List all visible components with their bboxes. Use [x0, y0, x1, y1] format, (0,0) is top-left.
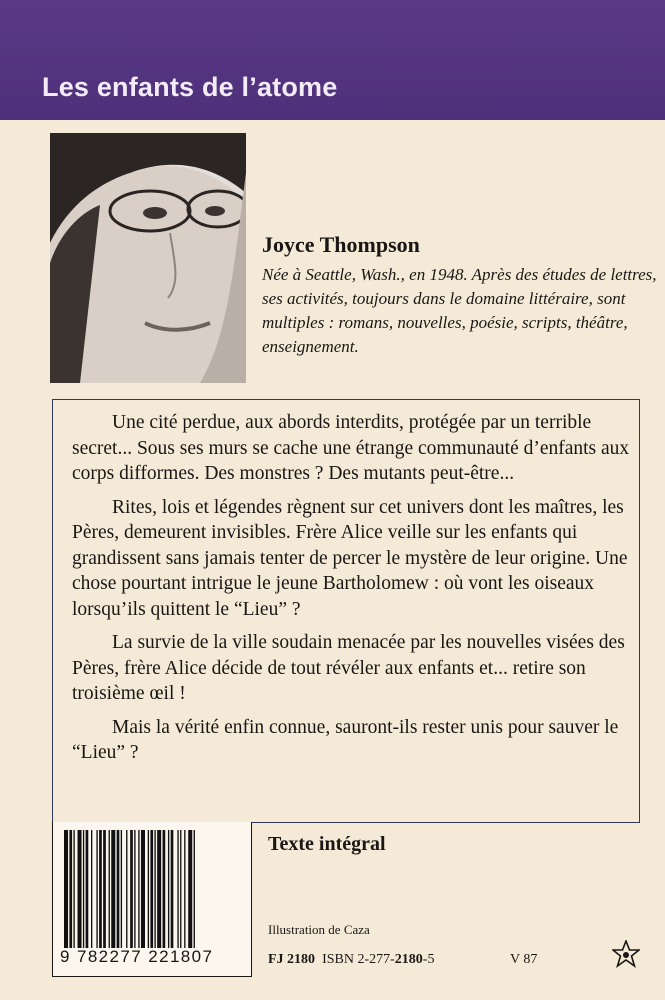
synopsis-paragraph: Rites, lois et légendes règnent sur cet univers dont les maîtres, les Pères, demeurent invisibles. Frère Alice veille sur les enfants qui grandissent sans jamais tenter de percer le mystère de leur origine. Une chose pourtant intrigue le jeune Bartholomew : où vont les oiseaux lorsqu’ils quittent le “Lieu” ?: [72, 496, 628, 620]
version-code: V 87: [510, 952, 538, 967]
catalog-code: FJ 2180: [268, 952, 316, 967]
barcode-bar: [134, 830, 135, 948]
edition-note: Texte intégral: [268, 833, 386, 855]
catalog-line: [268, 952, 434, 968]
synopsis-paragraph: La survie de la ville soudain menacée par les nouvelles visées des Pères, frère Alice décide de tout révéler aux enfants et... retire son troisième œil !: [72, 632, 625, 704]
barcode-bar: [78, 830, 82, 948]
barcode: [62, 830, 238, 948]
barcode-bar: [64, 830, 68, 948]
barcode-bar: [157, 830, 161, 948]
barcode-bar: [86, 830, 89, 948]
synopsis-text: [72, 410, 632, 774]
barcode-bar: [99, 830, 102, 948]
barcode-bar: [111, 830, 115, 948]
author-photo: [50, 133, 246, 383]
barcode-bar: [91, 830, 92, 948]
barcode-bar: [126, 830, 127, 948]
barcode-bar: [180, 830, 181, 948]
barcode-bar: [83, 830, 84, 948]
barcode-bar: [69, 830, 72, 948]
illustration-credit: Illustration de Caza: [268, 922, 370, 937]
barcode-bar: [194, 830, 195, 948]
barcode-bar: [148, 830, 149, 948]
synopsis-paragraph: Mais la vérité enfin connue, sauront-ils rester unis pour sauver le “Lieu” ?: [72, 716, 619, 763]
barcode-bar: [177, 830, 178, 948]
star-logo-icon: [612, 940, 640, 968]
barcode-bar: [163, 830, 166, 948]
synopsis-paragraph: Une cité perdue, aux abords interdits, protégée par un terrible secret... Sous ses murs se cache une étrange communauté d’enfants aux corps difformes. Des monstres ? Des mutants peut-être...: [72, 412, 630, 484]
barcode-bar: [109, 830, 110, 948]
barcode-bar: [188, 830, 192, 948]
barcode-bar: [121, 830, 122, 948]
author-bio: Née à Seattle, Wash., en 1948. Après des études de lettres, ses activités, toujours dans le domaine littéraire, sont multiples : romans, nouvelles, poésie, scripts, théâtre, enseignement.: [262, 265, 657, 356]
barcode-bar: [150, 830, 153, 948]
barcode-bar: [171, 830, 174, 948]
barcode-bar: [184, 830, 185, 948]
barcode-bar: [141, 830, 145, 948]
isbn-bold: 2180: [394, 952, 423, 967]
isbn-prefix: ISBN 2-277-: [322, 952, 395, 967]
barcode-bar: [138, 830, 139, 948]
barcode-bar: [73, 830, 74, 948]
barcode-bar: [96, 830, 97, 948]
book-title: Les enfants de l’atome: [42, 72, 338, 102]
barcode-digits: 9 782277 221807: [60, 947, 214, 966]
barcode-bar: [130, 830, 133, 948]
barcode-bar: [117, 830, 120, 948]
barcode-bar: [103, 830, 106, 948]
author-name: Joyce Thompson: [262, 232, 420, 257]
barcode-bar: [168, 830, 169, 948]
isbn-suffix: -5: [422, 952, 435, 967]
barcode-bar: [154, 830, 155, 948]
